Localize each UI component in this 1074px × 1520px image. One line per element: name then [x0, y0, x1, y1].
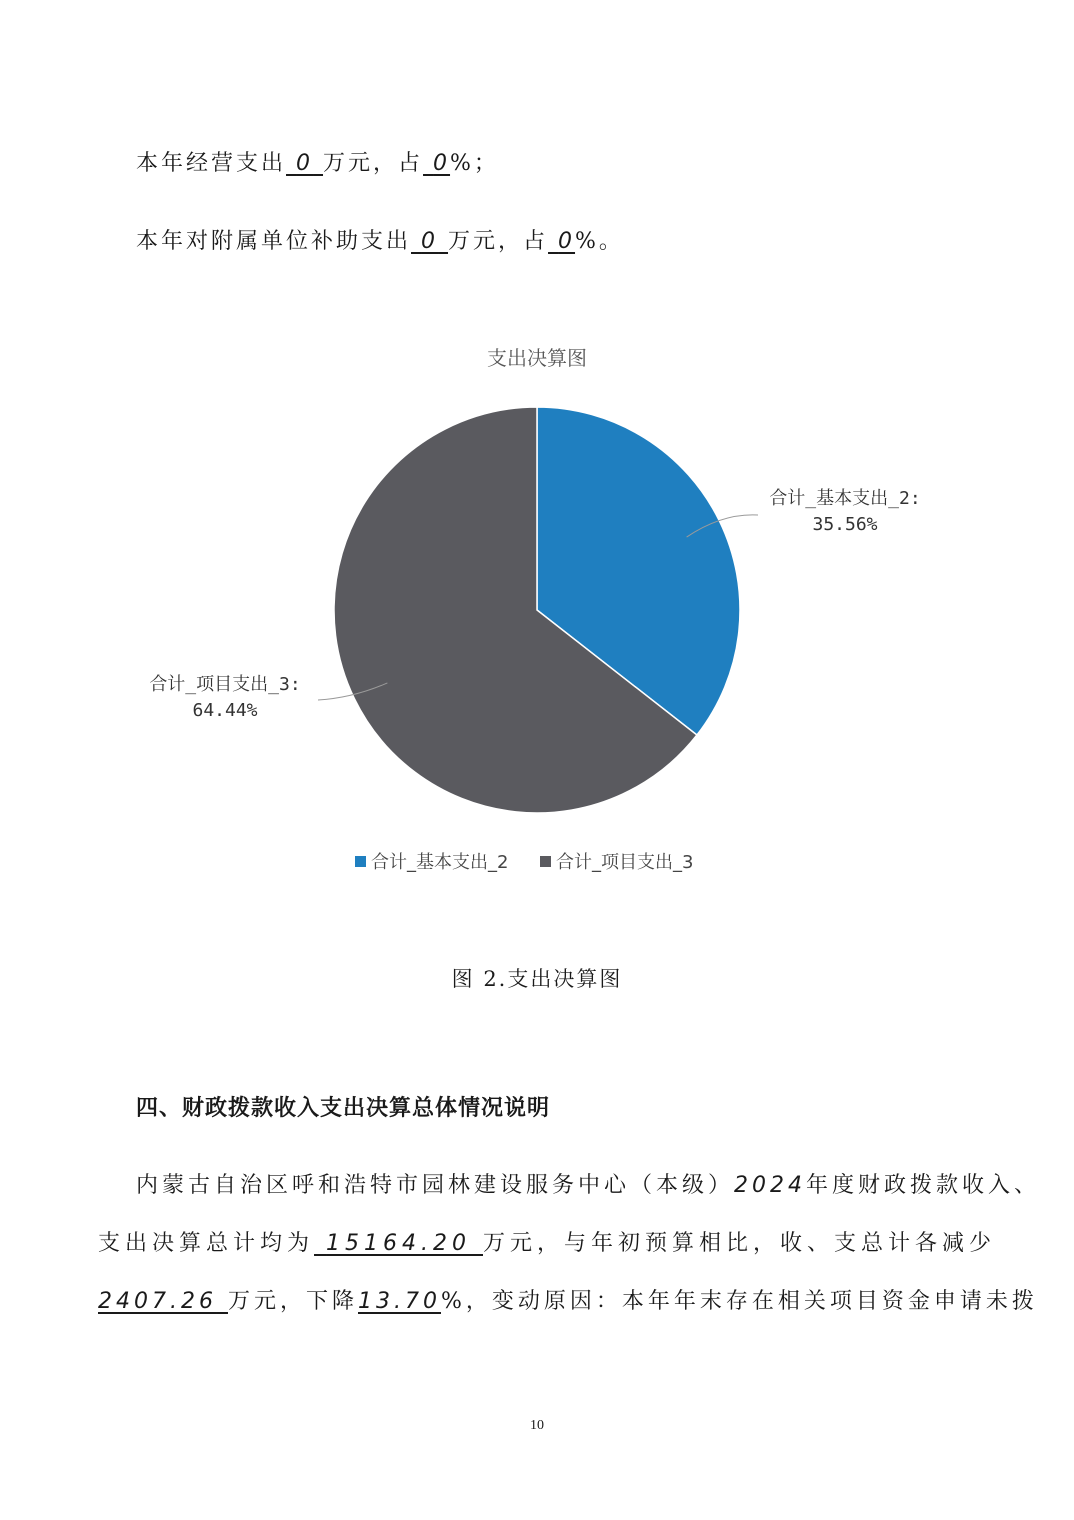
text: %。	[575, 229, 624, 254]
body-line-1	[136, 1168, 1040, 1199]
value-subsidy-expense: 0	[421, 229, 439, 254]
data-label-2: 合计_项目支出_3:	[149, 674, 301, 695]
paragraph-operating-expense	[136, 146, 499, 177]
legend-swatch-2	[540, 856, 551, 867]
legend-swatch-1	[355, 856, 366, 867]
value-decrease: 2407.26	[98, 1289, 217, 1314]
value-year: 2024	[734, 1173, 807, 1198]
value-total: 15164.20	[326, 1231, 471, 1256]
text: %，变动原因：本年年末存在相关项目资金申请未拨	[440, 1289, 1038, 1314]
text: 万元，占	[323, 151, 424, 176]
legend-label-1: 合计_基本支出_2	[371, 852, 509, 873]
text: 年度财政拨款收入、	[806, 1173, 1041, 1198]
expenditure-pie-chart	[0, 330, 1074, 910]
pie-chart-svg	[0, 330, 1074, 910]
value-operating-expense: 0	[296, 151, 314, 176]
text: 本年对附属单位补助支出	[136, 229, 412, 254]
chart-title: 支出决算图	[487, 346, 587, 370]
figure-caption: 图 2.支出决算图	[451, 967, 623, 991]
value-subsidy-percent: 0	[558, 229, 576, 254]
text: 支出决算总计均为	[98, 1231, 315, 1256]
text: 万元，占	[448, 229, 549, 254]
text: 本年经营支出	[136, 151, 287, 176]
paragraph-subsidy-expense	[136, 224, 624, 255]
text: 内蒙古自治区呼和浩特市园林建设服务中心（本级）	[136, 1173, 735, 1198]
body-line-3	[98, 1284, 1038, 1315]
data-label-value-1: 35.56%	[812, 514, 878, 535]
data-label-value-2: 64.44%	[192, 700, 258, 721]
body-line-2	[98, 1226, 996, 1257]
value-operating-percent: 0	[433, 151, 451, 176]
text: 万元，下降	[227, 1289, 358, 1314]
legend-label-2: 合计_项目支出_3	[556, 852, 694, 873]
value-decrease-percent: 13.70	[358, 1289, 441, 1314]
text: %；	[450, 151, 499, 176]
data-label-1: 合计_基本支出_2:	[769, 488, 921, 509]
section-heading: 四、财政拨款收入支出决算总体情况说明	[136, 1096, 551, 1121]
text: 万元，与年初预算相比，收、支总计各减少	[483, 1231, 997, 1256]
page-number: 10	[530, 1418, 544, 1433]
